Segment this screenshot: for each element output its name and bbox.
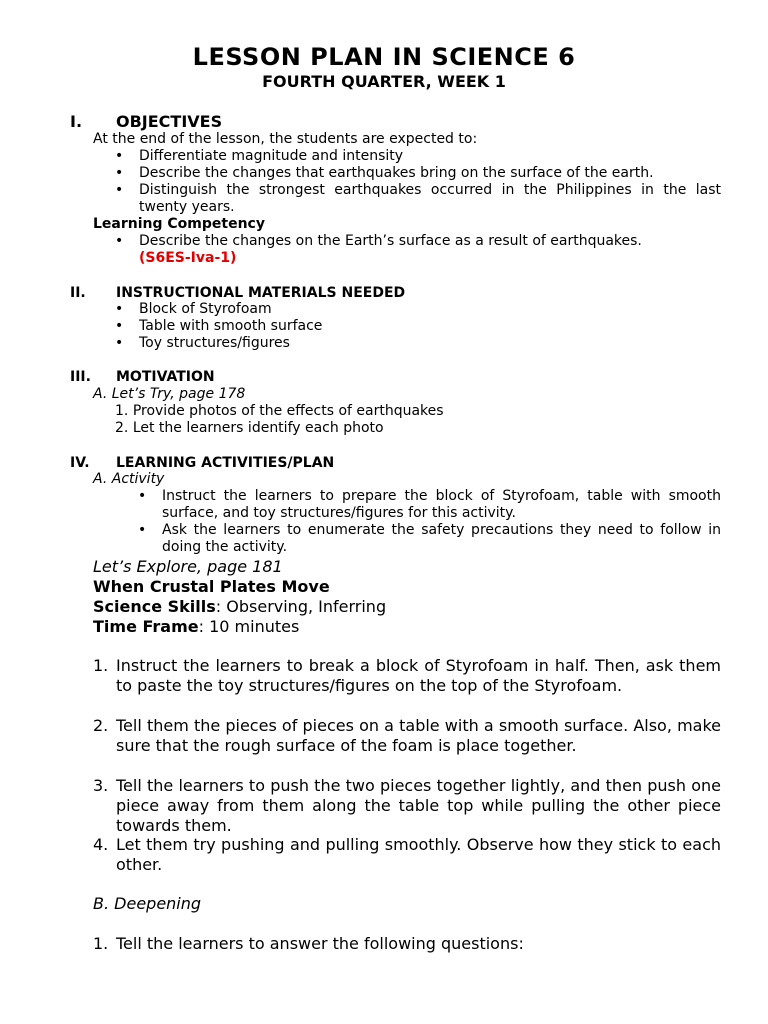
bullet-icon: • <box>115 318 124 334</box>
competency-text: Describe the changes on the Earth’s surface as a result of earthquakes. <box>139 233 642 249</box>
section-number: I. <box>70 112 83 131</box>
bullet-icon: • <box>115 165 124 181</box>
section-number: II. <box>70 285 86 301</box>
bullet-icon: • <box>138 522 147 538</box>
bullet-icon: • <box>115 301 124 317</box>
bullet-icon: • <box>115 182 124 198</box>
document-title: LESSON PLAN IN SCIENCE 6 <box>192 43 576 71</box>
motivation-sub-label: A. Let’s Try, page 178 <box>93 386 246 402</box>
document-subtitle: FOURTH QUARTER, WEEK 1 <box>262 72 506 91</box>
section-number: IV. <box>70 455 90 471</box>
bullet-icon: • <box>138 488 147 504</box>
section-title: MOTIVATION <box>116 369 215 385</box>
time-frame: Time Frame: 10 minutes <box>93 617 300 636</box>
science-skills: Science Skills: Observing, Inferring <box>93 597 387 616</box>
bullet-icon: • <box>115 233 124 249</box>
competency-label: Learning Competency <box>93 216 265 232</box>
lesson-plan-page: LESSON PLAN IN SCIENCE 6 FOURTH QUARTER, WEEK 1 I. OBJECTIVES At the end of the lesson, the students are expected to: • Differentiate magnitude and intensity • Describe the changes that earthquakes bring on the surface of the earth. • Distinguish the strongest earthquakes occurred in the Philippines in the last twenty years. Learning Competency • Describe the changes on the Earth’s surface as a result of earthquakes. (S6ES-Iva-1) II. INSTRUCTIONAL MATERIALS NEEDED • Block of Styrofoam • Table with smooth surface • Toy structures/figures III. MOTIVATION A. Let’s Try, page 178 1. Provide photos of the effects of earthquakes 2. Let the learners identify each photo IV. LEARNING ACTIVITIES/PLAN A. Activity • Instruct the learners to prepare the block of Styrofoam, table with smooth surface, and toy structures/figures for this activity. • Ask the learners to enumerate the safety precautions they need to follow in doing the activity. Let’s Explore, page 181 When Crustal Plates Move Science Skills: Observing, Inferring Time Frame: 10 minutes 1. Instruct the learners to break a block of Styrofoam in half. Then, ask them to paste the toy structures/figures on the top of the Styrofoam. 2. Tell them the pieces of pieces on a table with a smooth surface. Also, make sure that the rough surface of the foam is place together. 3. Tell the learners to push the two pieces together lightly, and then push one piece away from them along the table top while pulling the other piece towards them. 4. Let them try pushing and pulling smoothly. Observe how they stick to each other. B. Deepening 1. Tell the learners to answer the following questions: <box>0 0 768 1024</box>
section-title: LEARNING ACTIVITIES/PLAN <box>116 455 335 471</box>
section-title: INSTRUCTIONAL MATERIALS NEEDED <box>116 285 406 301</box>
section-number: III. <box>70 369 91 385</box>
section-title: OBJECTIVES <box>116 112 223 131</box>
explore-title: When Crustal Plates Move <box>93 577 330 596</box>
objectives-intro: At the end of the lesson, the students are expected to: <box>93 131 478 147</box>
activity-sub-label: A. Activity <box>93 471 165 487</box>
competency-code: (S6ES-Iva-1) <box>139 250 237 266</box>
explore-label: Let’s Explore, page 181 <box>93 557 283 576</box>
motivation-item: 2. Let the learners identify each photo <box>115 420 384 436</box>
deepening-label: B. Deepening <box>93 894 202 913</box>
bullet-icon: • <box>115 335 124 351</box>
bullet-icon: • <box>115 148 124 164</box>
motivation-item: 1. Provide photos of the effects of earthquakes <box>115 403 444 419</box>
